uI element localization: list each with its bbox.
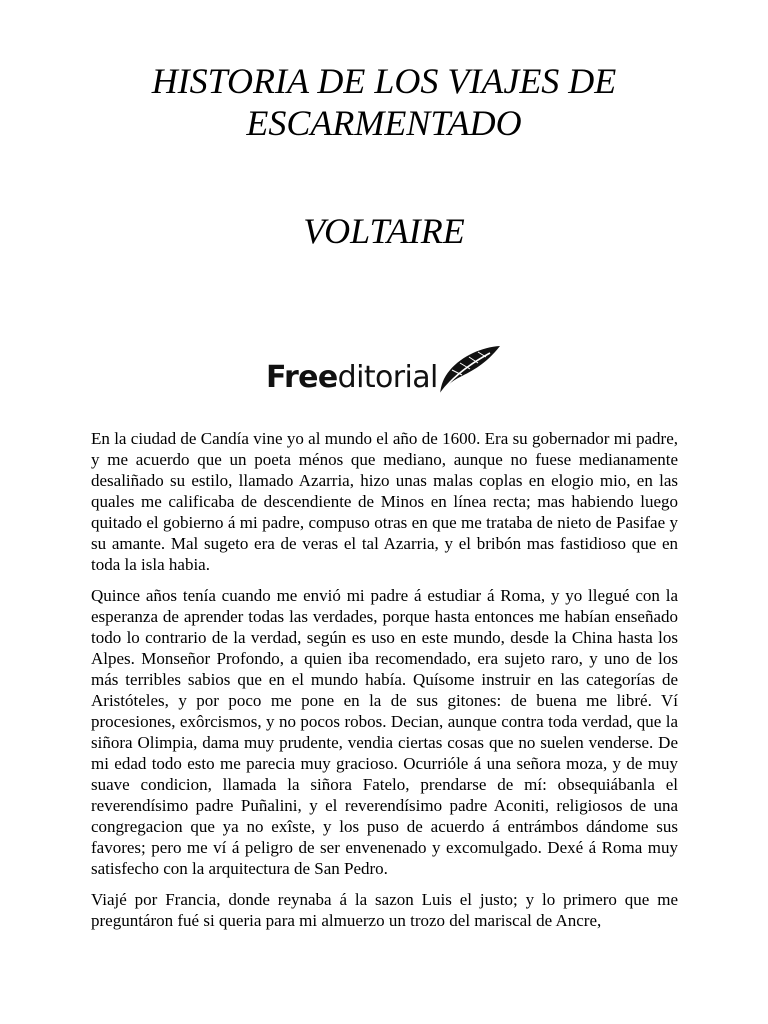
paragraph: En la ciudad de Candía vine yo al mundo el año de 1600. Era su gobernador mi padre, y me acuerdo que un poeta ménos que mediano, aunque no fuese medianamente desaliñado su estilo, llamado Azarria, hizo unas malas coplas en elogio mio, en las quales me calificaba de descendiente de Minos en línea recta; mas habiendo luego quitado el gobierno á mi padre, compuso otras en que me trataba de nieto de Pasifae y su amante. Mal sugeto era de veras el tal Azarria, y el bribón mas fastidioso que en toda la isla habia. — [91, 429, 678, 574]
publisher-logo-bold: Free — [266, 360, 338, 395]
book-author: VOLTAIRE — [303, 211, 465, 251]
book-title: HISTORIA DE LOS VIAJES DE ESCARMENTADO — [151, 61, 617, 143]
publisher-logo-light: ditorial — [337, 360, 438, 395]
paragraph: Quince años tenía cuando me envió mi padre á estudiar á Roma, y yo llegué con la esperanza de aprender todas las verdades, porque hasta entonces me habían enseñado todo lo contrario de la verdad, según es uso en este mundo, desde la China hasta los Alpes. Monseñor Profondo, a quien iba recomendado, era sujeto raro, y uno de los más terribles sabios que en el mundo había. Quísome instruir en las categorías de Aristóteles, y por poco me pone en la de sus gitones: de buena me libré. Ví procesiones, exôrcismos, y no pocos robos. Decian, aunque contra toda verdad, que la siñora Olimpia, dama muy prudente, vendia ciertas cosas que no suelen venderse. De mi edad todo esto me parecia muy gracioso. Ocurrióle á una señora moza, y de muy suave condicion, llamada la siñora Fatelo, prendarse de mí: obsequiábanla el reverendísimo padre Puñalini, y el reverendísimo padre Aconiti, religiosos de una congregacion que ya no exîste, y los puso de acuerdo á entrámbos dándome sus favores; pero me ví á peligro de ser envenenado y excomulgado. Dexé á Roma muy satisfecho con la arquitectura de San Pedro. — [91, 586, 678, 878]
paragraph: Viajé por Francia, donde reynaba á la sazon Luis el justo; y lo primero que me preguntáron fué si queria para mi almuerzo un trozo del mariscal de Ancre, — [91, 890, 678, 930]
publisher-logo — [266, 344, 506, 400]
publisher-logo-text — [266, 360, 438, 396]
body-text — [91, 428, 678, 941]
feather-quill-icon — [438, 344, 502, 396]
